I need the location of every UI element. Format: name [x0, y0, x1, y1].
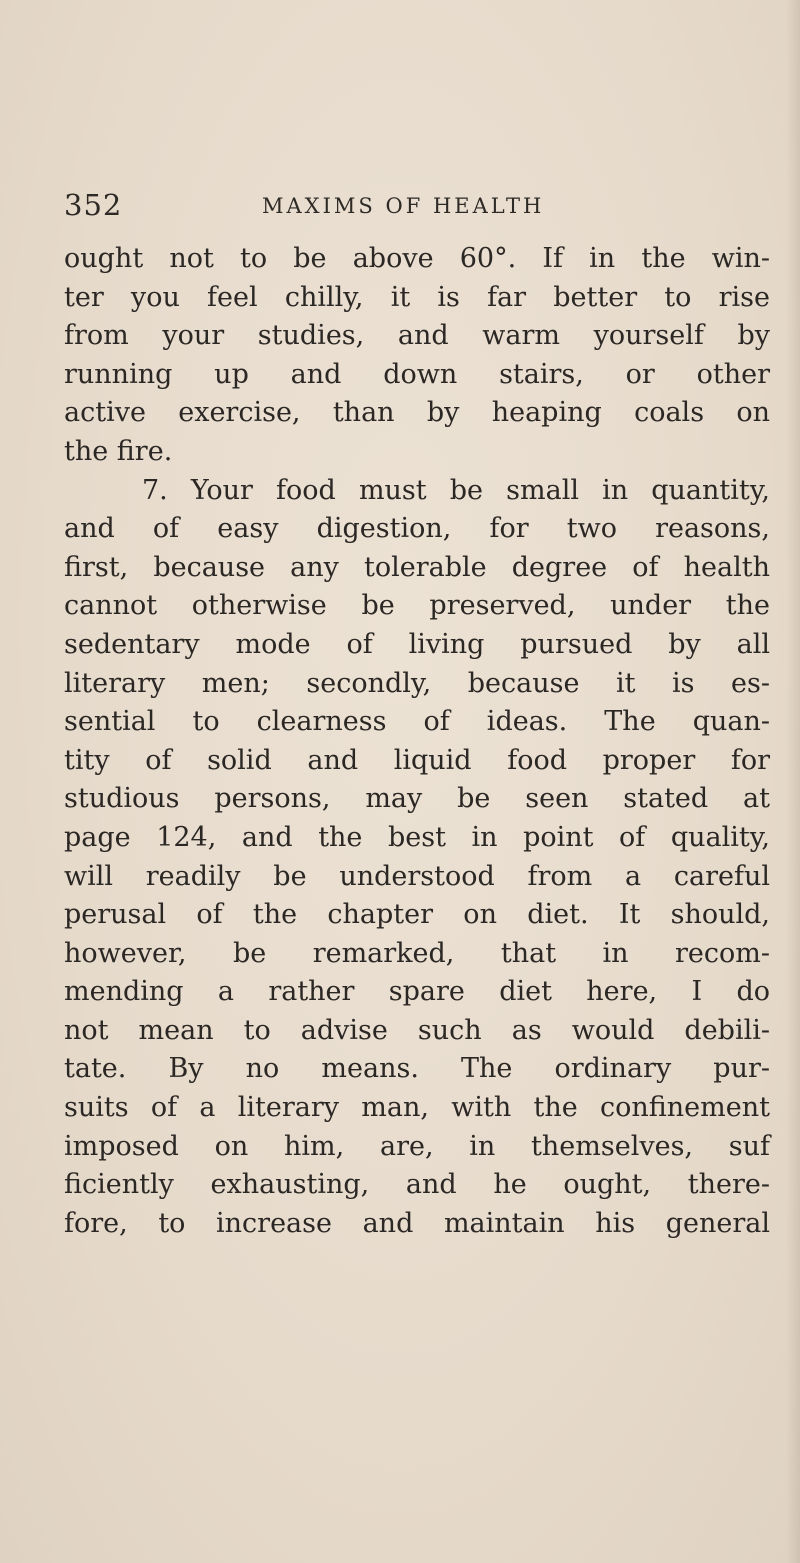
- text-line: imposed on him, are, in themselves, suf: [64, 1130, 770, 1162]
- page-edge-shadow: [786, 0, 800, 1563]
- text-line: ought not to be above 60°. If in the win-: [64, 243, 770, 274]
- paragraph-start-line: 7. Your food must be small in quantity,: [142, 474, 770, 506]
- body-text: [64, 240, 770, 1243]
- text-line: however, be remarked, that in recom-: [64, 937, 770, 969]
- text-line: sential to clearness of ideas. The quan-: [64, 706, 770, 738]
- text-line: and of easy digestion, for two reasons,: [64, 513, 770, 545]
- text-line: mending a rather spare diet here, I do: [64, 976, 770, 1008]
- text-line: ficiently exhausting, and he ought, there-: [64, 1169, 770, 1201]
- text-line: active exercise, than by heaping coals on: [64, 397, 770, 429]
- text-line: cannot otherwise be preserved, under the: [64, 590, 770, 622]
- text-line: running up and down stairs, or other: [64, 358, 770, 390]
- text-line: literary men; secondly, because it is es-: [64, 667, 770, 699]
- page-number: 352: [64, 188, 123, 222]
- text-line: sedentary mode of living pursued by all: [64, 628, 770, 660]
- running-title: MAXIMS OF HEALTH: [262, 194, 545, 218]
- text-line: suits of a literary man, with the confinement: [64, 1092, 770, 1124]
- text-line: tate. By no means. The ordinary pur-: [64, 1053, 770, 1085]
- page-header: [0, 188, 800, 228]
- text-line: page 124, and the best in point of quality,: [64, 821, 770, 853]
- text-line: fore, to increase and maintain his general: [64, 1207, 770, 1239]
- text-line: first, because any tolerable degree of health: [64, 551, 770, 583]
- text-line: tity of solid and liquid food proper for: [64, 744, 770, 776]
- text-line: perusal of the chapter on diet. It should,: [64, 899, 770, 931]
- text-line: from your studies, and warm yourself by: [64, 320, 770, 352]
- text-line: studious persons, may be seen stated at: [64, 783, 770, 815]
- text-line: the fire.: [64, 435, 173, 467]
- text-line: not mean to advise such as would debili-: [64, 1014, 770, 1046]
- text-line: will readily be understood from a careful: [64, 860, 770, 892]
- text-line: ter you feel chilly, it is far better to rise: [64, 281, 770, 313]
